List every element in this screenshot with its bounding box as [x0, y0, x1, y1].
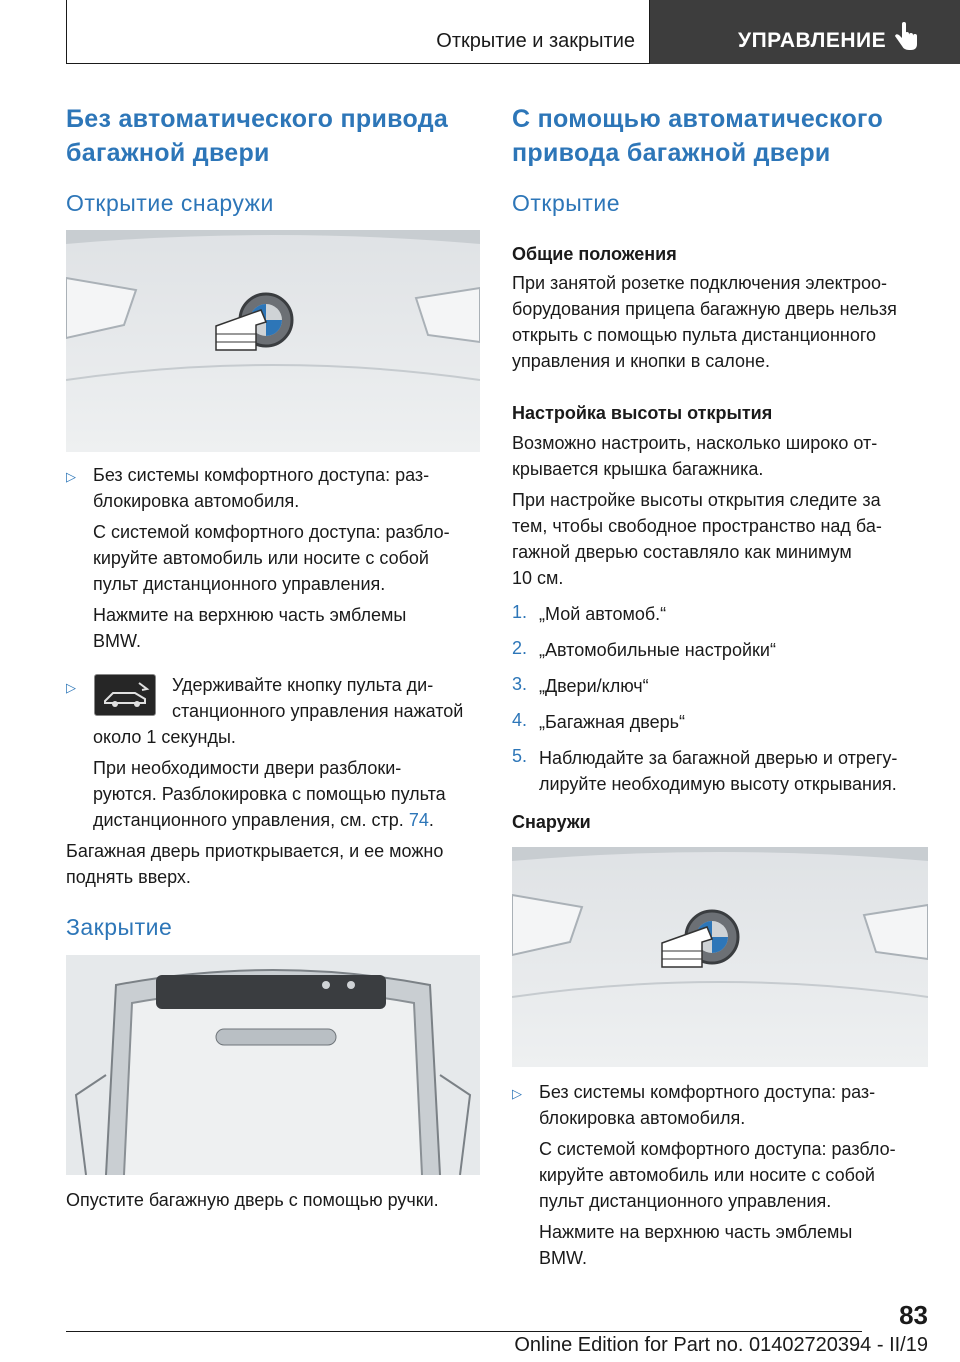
- open-bullet1-p2-line1: С системой комфортного доступа: разбло‐: [93, 522, 450, 542]
- footer-divider: [66, 1331, 862, 1332]
- tailgate-handle-image: [66, 955, 480, 1175]
- out-p2-line2: кируйте автомобиль или носите с собой: [539, 1165, 875, 1185]
- left-title-line1: Без автоматического привода: [66, 105, 449, 133]
- open-bullet2-line1: Удерживайте кнопку пульта ди‐: [172, 675, 434, 695]
- open-bullet2-p2-line2: руются. Разблокировка с помощью пульта: [93, 784, 446, 804]
- step-number: 3.: [512, 674, 528, 694]
- open-bullet2-p2-line1: При необходимости двери разблоки‐: [93, 758, 402, 778]
- out-p2-line3: пульт дистанционного управления.: [539, 1191, 832, 1211]
- height-line1: Возможно настроить, насколько широко от‐: [512, 433, 878, 453]
- step-text: Наблюдайте за багажной дверью и отрегу‐: [539, 748, 898, 768]
- general-line4: управления и кнопки в салоне.: [512, 351, 770, 371]
- right-title-line1: С помощью автоматического: [512, 105, 884, 133]
- step-text: „Багажная дверь“: [539, 712, 685, 732]
- open-bullet1-p3-line2: BMW.: [93, 631, 141, 651]
- step-number: 4.: [512, 710, 528, 730]
- header-section-box: [66, 0, 650, 64]
- step-number: 1.: [512, 602, 528, 622]
- open-after-line1: Багажная дверь приоткрывается, и ее можно: [66, 841, 444, 861]
- bullet-triangle-icon: ▷: [66, 680, 76, 695]
- heading-opening-height: Настройка высоты открытия: [512, 403, 773, 423]
- height2-line2: тем, чтобы свободное пространство над ба‐: [512, 516, 882, 536]
- tailgate-emblem-image: [66, 230, 480, 452]
- out-p3-line1: Нажмите на верхнюю часть эмблемы: [539, 1222, 853, 1242]
- footer-edition: Online Edition for Part no. 01402720394 - II/19: [514, 1334, 928, 1356]
- heading-close: Закрытие: [66, 914, 173, 940]
- height2-line3: гажной дверью составляло как минимум: [512, 542, 852, 562]
- general-line1: При занятой розетке подключения электроо‐: [512, 273, 888, 293]
- close-text: Опустите багажную дверь с помощью ручки.: [66, 1190, 439, 1210]
- out-p2-line1: С системой комфортного доступа: разбло‐: [539, 1139, 896, 1159]
- tailgate-emblem-image: [512, 847, 928, 1067]
- heading-general: Общие положения: [512, 244, 677, 264]
- step-text-cont: лируйте необходимую высоту открывания.: [539, 774, 897, 794]
- step-text: „Автомобильные настройки“: [539, 640, 776, 660]
- open-bullet1-p3-line1: Нажмите на верхнюю часть эмблемы: [93, 605, 407, 625]
- open-bullet1-p2-line3: пульт дистанционного управления.: [93, 574, 386, 594]
- chapter-tab: [650, 0, 960, 64]
- step-number: 5.: [512, 746, 528, 766]
- out-p3-line2: BMW.: [539, 1248, 587, 1268]
- step-text: „Двери/ключ“: [539, 676, 649, 696]
- open-bullet1-line2: блокировка автомобиля.: [93, 491, 300, 511]
- open-bullet2-line3: около 1 секунды.: [93, 727, 236, 747]
- remote-tailgate-button-icon: [94, 674, 156, 716]
- general-line2: борудования прицепа багажную дверь нельзя: [512, 299, 897, 319]
- page-number: 83: [899, 1300, 928, 1330]
- general-line3: открыть с помощью пульта дистанционного: [512, 325, 877, 345]
- open-bullet2-line2: станционного управления нажатой: [172, 701, 464, 721]
- out-bullet1-line2: блокировка автомобиля.: [539, 1108, 746, 1128]
- chapter-title: УПРАВЛЕНИЕ: [738, 29, 887, 52]
- open-bullet2-p2-line3: дистанционного управления, см. стр. 74.: [93, 810, 434, 830]
- heading-outside: Снаружи: [512, 812, 591, 832]
- page-reference-link[interactable]: 74: [408, 810, 429, 830]
- left-title-line2: багажной двери: [66, 139, 270, 167]
- heading-open-outside: Открытие снаружи: [66, 190, 274, 216]
- open-bullet1-line1: Без системы комфортного доступа: раз‐: [93, 465, 430, 485]
- height-line2: крывается крышка багажника.: [512, 459, 764, 479]
- height2-line1: При настройке высоты открытия следите за: [512, 490, 881, 510]
- out-bullet1-line1: Без системы комфортного доступа: раз‐: [539, 1082, 876, 1102]
- section-title: Открытие и закрытие: [436, 30, 635, 52]
- hand-pointer-icon: [894, 22, 918, 52]
- bullet-triangle-icon: ▷: [66, 469, 76, 484]
- step-number: 2.: [512, 638, 528, 658]
- step-text: „Мой автомоб.“: [539, 604, 667, 624]
- heading-open: Открытие: [512, 190, 620, 216]
- right-title-line2: привода багажной двери: [512, 139, 831, 167]
- bullet-triangle-icon: ▷: [512, 1086, 522, 1101]
- height2-line4: 10 см.: [512, 568, 564, 588]
- open-after-line2: поднять вверх.: [66, 867, 191, 887]
- open-bullet1-p2-line2: кируйте автомобиль или носите с собой: [93, 548, 429, 568]
